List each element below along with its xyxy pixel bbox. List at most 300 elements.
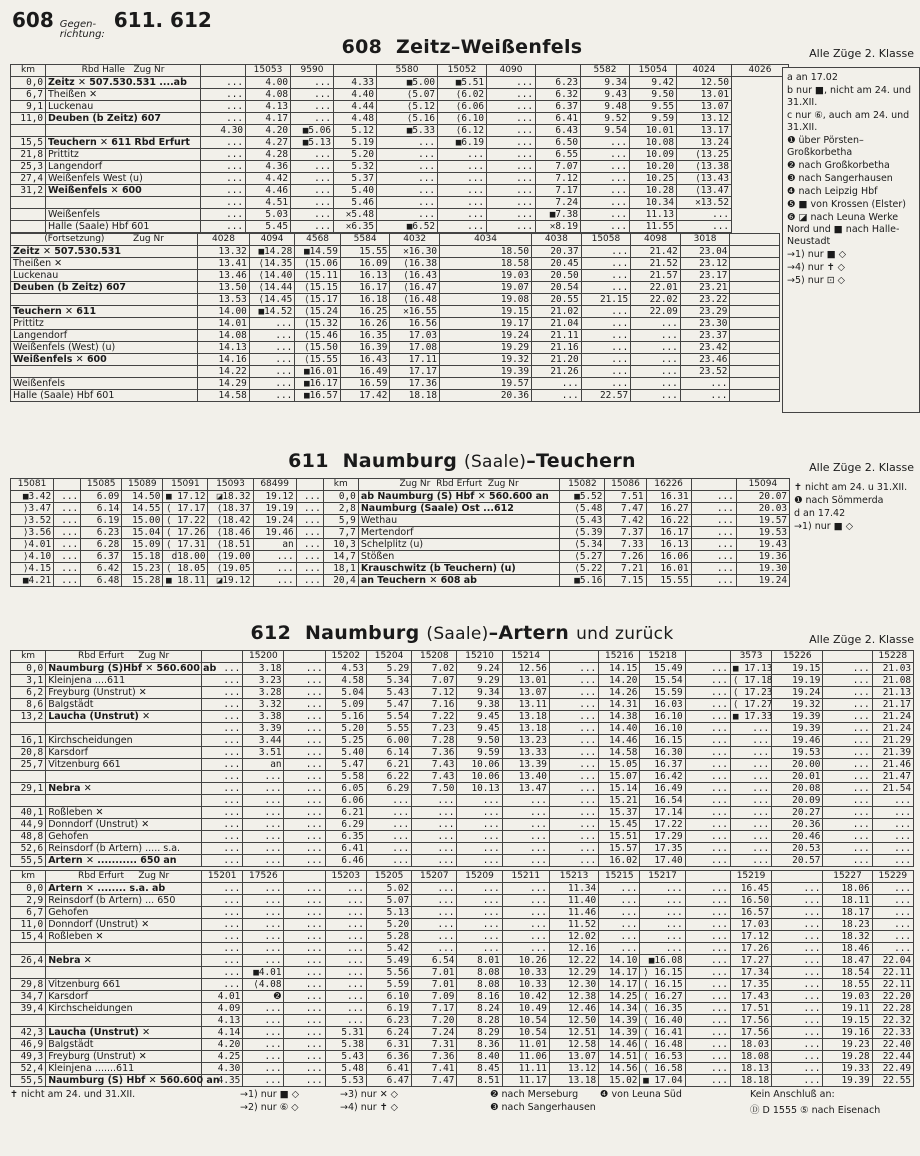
- time-cell: ⟨13.38: [677, 161, 732, 173]
- time-cell: ...: [284, 967, 325, 979]
- time-cell: ...: [691, 503, 736, 515]
- time-cell: ⟩3.47: [11, 503, 54, 515]
- km-cell: 9,1: [11, 101, 46, 113]
- time-cell: 5.28: [366, 931, 411, 943]
- station-cell: Weißenfels: [11, 378, 198, 390]
- km-cell: 27,4: [11, 173, 46, 185]
- time-cell: 10.01: [630, 125, 677, 137]
- time-cell: 14.17: [599, 979, 640, 991]
- time-cell: ...: [581, 318, 631, 330]
- table-608-legend: [782, 67, 920, 413]
- time-cell: ...: [366, 795, 411, 807]
- time-cell: ...: [772, 919, 823, 931]
- time-cell: ...: [54, 527, 81, 539]
- time-cell: ...: [730, 855, 771, 867]
- time-cell: ...: [823, 831, 872, 843]
- time-cell: 10.06: [457, 759, 502, 771]
- time-cell: ...: [377, 161, 438, 173]
- time-cell: ...: [730, 783, 771, 795]
- time-cell: 7.22: [412, 711, 457, 723]
- km-cell: 25,7: [11, 759, 46, 771]
- time-cell: ...: [581, 330, 631, 342]
- time-cell: ...: [243, 907, 284, 919]
- time-cell: 19.46: [253, 527, 296, 539]
- time-cell: 6.54: [412, 955, 457, 967]
- footer-note: →3) nur ✕ ◇: [340, 1089, 398, 1100]
- time-cell: 7.01: [412, 979, 457, 991]
- time-cell: ...: [284, 819, 325, 831]
- time-cell: 6.05: [325, 783, 366, 795]
- table-row: [11, 539, 790, 551]
- time-cell: ...: [823, 735, 872, 747]
- time-cell: 16.26: [340, 318, 390, 330]
- time-cell: 21.08: [872, 675, 913, 687]
- station-cell: Weißenfels ✕ 600: [11, 354, 198, 366]
- time-cell: ...: [487, 89, 536, 101]
- time-cell: 13.33: [502, 747, 549, 759]
- time-cell: 5.45: [246, 221, 291, 233]
- time-cell: ...: [457, 883, 502, 895]
- time-cell: ⟨ 18.05: [163, 563, 208, 575]
- time-cell: 15.04: [122, 527, 163, 539]
- time-cell: [730, 270, 780, 282]
- time-cell: 5.42: [366, 943, 411, 955]
- time-cell: 14.34: [599, 1003, 640, 1015]
- time-cell: 19.28: [823, 1051, 872, 1063]
- time-cell: ...: [201, 209, 246, 221]
- column-header: 15091: [163, 479, 208, 491]
- time-cell: ...: [284, 735, 325, 747]
- station-cell: Freyburg (Unstrut) ✕: [46, 1051, 202, 1063]
- time-cell: ...: [202, 747, 243, 759]
- time-cell: 6.24: [366, 1027, 411, 1039]
- time-cell: ...: [284, 991, 325, 1003]
- station-cell: [46, 125, 201, 137]
- time-cell: 6.23: [536, 77, 581, 89]
- time-cell: ...: [549, 819, 598, 831]
- time-cell: 21.24: [872, 723, 913, 735]
- time-cell: 18.46: [823, 943, 872, 955]
- time-cell: 15.05: [599, 759, 640, 771]
- time-cell: 21.46: [872, 759, 913, 771]
- time-cell: 13.40: [502, 771, 549, 783]
- time-cell: ...: [581, 173, 630, 185]
- time-cell: 17.17: [390, 366, 440, 378]
- time-cell: 16.35: [340, 330, 390, 342]
- time-cell: 17.22: [640, 819, 685, 831]
- time-cell: 6.14: [366, 747, 411, 759]
- table-row: [11, 967, 914, 979]
- time-cell: 19.07: [440, 282, 532, 294]
- time-cell: 8.51: [457, 1075, 502, 1087]
- time-cell: ⟨13.25: [677, 149, 732, 161]
- time-cell: ...: [54, 575, 81, 587]
- time-cell: ...: [284, 711, 325, 723]
- station-cell: Teuchern ✕ 611 Rbd Erfurt: [46, 137, 201, 149]
- time-cell: ◪18.32: [208, 491, 253, 503]
- time-cell: ...: [249, 318, 295, 330]
- time-cell: 6.22: [366, 771, 411, 783]
- time-cell: ⟩4.15: [11, 563, 54, 575]
- column-header: 15210: [457, 651, 502, 663]
- legend-item: ❶ über Pörsten–Großkorbetha: [787, 135, 864, 158]
- time-cell: ...: [685, 1015, 730, 1027]
- time-cell: 23.21: [680, 282, 730, 294]
- time-cell: 5.58: [325, 771, 366, 783]
- time-cell: ...: [201, 161, 246, 173]
- time-cell: ■ 17.04: [640, 1075, 685, 1087]
- time-cell: ...: [201, 185, 246, 197]
- time-cell: 4.30: [201, 125, 246, 137]
- time-cell: 13.23: [502, 735, 549, 747]
- column-header: 15207: [412, 871, 457, 883]
- time-cell: 23.29: [680, 306, 730, 318]
- km-cell: 55,5: [11, 1075, 46, 1087]
- table-row: [11, 1039, 914, 1051]
- km-cell: 16,1: [11, 735, 46, 747]
- table-row: [11, 137, 789, 149]
- time-cell: ⟨14.40: [249, 270, 295, 282]
- time-cell: [730, 366, 780, 378]
- time-cell: ⟨19.00: [208, 551, 253, 563]
- time-cell: 16.57: [730, 907, 771, 919]
- time-cell: 16.17: [340, 282, 390, 294]
- time-cell: ...: [730, 843, 771, 855]
- time-cell: 8.45: [457, 1063, 502, 1075]
- km-cell: 11,0: [11, 919, 46, 931]
- km-cell: 52,4: [11, 1063, 46, 1075]
- table-row: [11, 491, 790, 503]
- station-cell: [46, 723, 202, 735]
- time-cell: ...: [284, 795, 325, 807]
- time-cell: 16.49: [640, 783, 685, 795]
- column-header: Zug Nr Rbd Erfurt Zug Nr: [358, 479, 560, 491]
- time-cell: 4.27: [246, 137, 291, 149]
- time-cell: 21.57: [631, 270, 681, 282]
- time-cell: 4.09: [202, 1003, 243, 1015]
- time-cell: 15.18: [122, 551, 163, 563]
- time-cell: 12.29: [549, 967, 598, 979]
- time-cell: ...: [872, 895, 913, 907]
- column-header: 15211: [502, 871, 549, 883]
- table-row: [11, 979, 914, 991]
- time-cell: ⟨ 17.23: [730, 687, 771, 699]
- time-cell: 3.23: [243, 675, 284, 687]
- table-608-class-note: Alle Züge 2. Klasse: [809, 47, 914, 60]
- time-cell: ...: [691, 527, 736, 539]
- time-cell: 16.25: [340, 306, 390, 318]
- time-cell: ...: [202, 759, 243, 771]
- time-cell: 15.57: [599, 843, 640, 855]
- time-cell: ...: [202, 819, 243, 831]
- time-cell: 22.28: [872, 1003, 913, 1015]
- time-cell: 12.50: [549, 1015, 598, 1027]
- column-header: [691, 479, 736, 491]
- table-row: [11, 185, 789, 197]
- time-cell: ...: [243, 1051, 284, 1063]
- time-cell: ...: [549, 771, 598, 783]
- time-cell: ⟨ 16.58: [640, 1063, 685, 1075]
- time-cell: 13.12: [549, 1063, 598, 1075]
- time-cell: ...: [412, 843, 457, 855]
- time-cell: ...: [685, 967, 730, 979]
- table-row: [11, 895, 914, 907]
- time-cell: ...: [202, 711, 243, 723]
- station-cell: Nebra ✕: [46, 955, 202, 967]
- time-cell: 5.47: [366, 699, 411, 711]
- column-header: 4038: [532, 234, 582, 246]
- time-cell: 11.46: [549, 907, 598, 919]
- time-cell: 13.17: [677, 125, 732, 137]
- table-row: [11, 747, 914, 759]
- station-cell: Wethau: [358, 515, 560, 527]
- time-cell: ...: [291, 173, 334, 185]
- time-cell: 14.13: [198, 342, 250, 354]
- time-cell: ...: [730, 795, 771, 807]
- column-header: [202, 651, 243, 663]
- time-cell: ...: [438, 209, 487, 221]
- time-cell: ...: [284, 895, 325, 907]
- table-row: [11, 1027, 914, 1039]
- column-header: Rbd Erfurt Zug Nr: [46, 651, 202, 663]
- time-cell: ...: [872, 919, 913, 931]
- station-cell: [11, 366, 198, 378]
- time-cell: ...: [640, 895, 685, 907]
- time-cell: 6.32: [536, 89, 581, 101]
- time-cell: ...: [284, 979, 325, 991]
- time-cell: ⟨ 16.15: [640, 979, 685, 991]
- station-cell: [46, 795, 202, 807]
- km-cell: 13,2: [11, 711, 46, 723]
- time-cell: ...: [412, 831, 457, 843]
- legend-item: →4) nur ✝ ◇: [787, 262, 845, 273]
- time-cell: ...: [202, 663, 243, 675]
- column-header: [54, 479, 81, 491]
- time-cell: ...: [772, 1003, 823, 1015]
- time-cell: 14.17: [599, 967, 640, 979]
- time-cell: 20.08: [772, 783, 823, 795]
- time-cell: ...: [457, 943, 502, 955]
- time-cell: ...: [412, 895, 457, 907]
- table-row: [11, 831, 914, 843]
- time-cell: 20.50: [532, 270, 582, 282]
- time-cell: 17.51: [730, 1003, 771, 1015]
- time-cell: ⟨5.22: [560, 563, 605, 575]
- time-cell: ...: [640, 943, 685, 955]
- time-cell: 9.50: [457, 735, 502, 747]
- time-cell: ⟨18.42: [208, 515, 253, 527]
- time-cell: 19.16: [823, 1027, 872, 1039]
- time-cell: 8.28: [457, 1015, 502, 1027]
- time-cell: ...: [502, 855, 549, 867]
- time-cell: 17.40: [640, 855, 685, 867]
- time-cell: 9.34: [581, 77, 630, 89]
- station-cell: Gehofen: [46, 831, 202, 843]
- time-cell: ⟩3.52: [11, 515, 54, 527]
- time-cell: ...: [243, 843, 284, 855]
- time-cell: ...: [377, 197, 438, 209]
- time-cell: ⟨15.11: [295, 270, 341, 282]
- station-cell: Stößen: [358, 551, 560, 563]
- time-cell: 4.44: [334, 101, 377, 113]
- km-cell: 29,8: [11, 979, 46, 991]
- time-cell: 16.31: [646, 491, 691, 503]
- time-cell: ...: [691, 563, 736, 575]
- time-cell: 8.36: [457, 1039, 502, 1051]
- time-cell: ...: [599, 919, 640, 931]
- time-cell: ...: [54, 563, 81, 575]
- time-cell: 19.23: [823, 1039, 872, 1051]
- table-611-class-note: Alle Züge 2. Klasse: [809, 461, 914, 474]
- time-cell: 6.37: [536, 101, 581, 113]
- time-cell: 8.08: [457, 967, 502, 979]
- time-cell: ...: [549, 735, 598, 747]
- time-cell: 19.24: [772, 687, 823, 699]
- time-cell: 6.37: [81, 551, 122, 563]
- time-cell: ...: [284, 807, 325, 819]
- time-cell: 5.20: [325, 723, 366, 735]
- time-cell: 20.45: [532, 258, 582, 270]
- time-cell: 10.49: [502, 1003, 549, 1015]
- time-cell: ...: [685, 711, 730, 723]
- time-cell: ...: [730, 819, 771, 831]
- time-cell: ◪19.12: [208, 575, 253, 587]
- time-cell: ...: [284, 1063, 325, 1075]
- legend-item: ❺ ■ von Krossen (Elster): [787, 199, 907, 210]
- time-cell: ...: [872, 943, 913, 955]
- time-cell: 4.28: [246, 149, 291, 161]
- time-cell: 4.58: [325, 675, 366, 687]
- table-row: [11, 390, 780, 402]
- time-cell: 7.50: [412, 783, 457, 795]
- time-cell: 4.36: [246, 161, 291, 173]
- column-header: [201, 65, 246, 77]
- time-cell: 7.24: [412, 1027, 457, 1039]
- time-cell: 17.14: [640, 807, 685, 819]
- time-cell: ⟨16.38: [390, 258, 440, 270]
- time-cell: ...: [296, 539, 323, 551]
- time-cell: 13.50: [198, 282, 250, 294]
- time-cell: ■5.16: [560, 575, 605, 587]
- time-cell: ...: [685, 931, 730, 943]
- time-cell: ...: [549, 795, 598, 807]
- time-cell: ...: [201, 173, 246, 185]
- table-row: [11, 258, 780, 270]
- table-row: [11, 711, 914, 723]
- time-cell: ...: [366, 819, 411, 831]
- time-cell: 18.13: [730, 1063, 771, 1075]
- time-cell: ...: [284, 723, 325, 735]
- time-cell: 12.46: [549, 1003, 598, 1015]
- time-cell: ...: [872, 843, 913, 855]
- time-cell: 19.43: [736, 539, 789, 551]
- time-cell: ...: [532, 378, 582, 390]
- time-cell: 14.51: [599, 1051, 640, 1063]
- time-cell: ⟨16.48: [390, 294, 440, 306]
- time-cell: 4.17: [246, 113, 291, 125]
- time-cell: ...: [685, 663, 730, 675]
- time-cell: 9.50: [630, 89, 677, 101]
- time-cell: ...: [685, 943, 730, 955]
- time-cell: 4.08: [246, 89, 291, 101]
- time-cell: 4.35: [202, 1075, 243, 1087]
- time-cell: ...: [581, 209, 630, 221]
- time-cell: 21.04: [532, 318, 582, 330]
- time-cell: 6.28: [81, 539, 122, 551]
- legend-item: ❶ nach Sömmerda: [794, 495, 884, 506]
- time-cell: 14.26: [599, 687, 640, 699]
- time-cell: 8.08: [457, 979, 502, 991]
- time-cell: ⟨5.07: [377, 89, 438, 101]
- time-cell: 14.01: [198, 318, 250, 330]
- time-cell: ...: [296, 503, 323, 515]
- time-cell: ...: [377, 185, 438, 197]
- km-cell: 3,1: [11, 675, 46, 687]
- time-cell: 9.45: [457, 723, 502, 735]
- time-cell: 9.48: [581, 101, 630, 113]
- time-cell: ...: [54, 515, 81, 527]
- table-row: [11, 943, 914, 955]
- time-cell: 20.00: [772, 759, 823, 771]
- time-cell: 6.36: [366, 1051, 411, 1063]
- table-row: [11, 282, 780, 294]
- time-cell: 20.55: [532, 294, 582, 306]
- table-row: [11, 907, 914, 919]
- time-cell: ■4.01: [243, 967, 284, 979]
- time-cell: 23.22: [680, 294, 730, 306]
- station-cell: Luckenau: [11, 270, 198, 282]
- km-cell: 20,4: [323, 575, 358, 587]
- time-cell: 6.48: [81, 575, 122, 587]
- station-cell: Freyburg (Unstrut) ✕: [46, 687, 202, 699]
- station-cell: Theißen ✕: [46, 89, 201, 101]
- time-cell: ⟨5.39: [560, 527, 605, 539]
- time-cell: ...: [730, 759, 771, 771]
- table-611-legend: [794, 482, 912, 534]
- time-cell: 7.41: [412, 1063, 457, 1075]
- column-header: 3018: [680, 234, 730, 246]
- column-header: 15089: [122, 479, 163, 491]
- column-header: 15082: [560, 479, 605, 491]
- time-cell: 20.27: [772, 807, 823, 819]
- time-cell: 16.06: [646, 551, 691, 563]
- time-cell: 23.17: [680, 270, 730, 282]
- table-row: [11, 1015, 914, 1027]
- time-cell: 18.32: [823, 931, 872, 943]
- time-cell: ...: [487, 209, 536, 221]
- time-cell: ...: [581, 258, 631, 270]
- time-cell: ...: [377, 149, 438, 161]
- legend-item: ❷ nach Großkorbetha: [787, 160, 890, 171]
- time-cell: ...: [377, 173, 438, 185]
- time-cell: 19.53: [736, 527, 789, 539]
- time-cell: ⟨ 17.31: [163, 539, 208, 551]
- time-cell: 7.07: [536, 161, 581, 173]
- time-cell: ...: [201, 137, 246, 149]
- column-header: km: [323, 479, 358, 491]
- column-header: 3573: [730, 651, 771, 663]
- time-cell: 14.08: [198, 330, 250, 342]
- time-cell: 7.47: [605, 503, 646, 515]
- time-cell: ...: [457, 831, 502, 843]
- column-header: 5584: [340, 234, 390, 246]
- time-cell: ...: [202, 795, 243, 807]
- time-cell: ...: [202, 955, 243, 967]
- time-cell: 16.27: [646, 503, 691, 515]
- time-cell: 14.31: [599, 699, 640, 711]
- time-cell: 18.47: [823, 955, 872, 967]
- time-cell: 12.56: [502, 663, 549, 675]
